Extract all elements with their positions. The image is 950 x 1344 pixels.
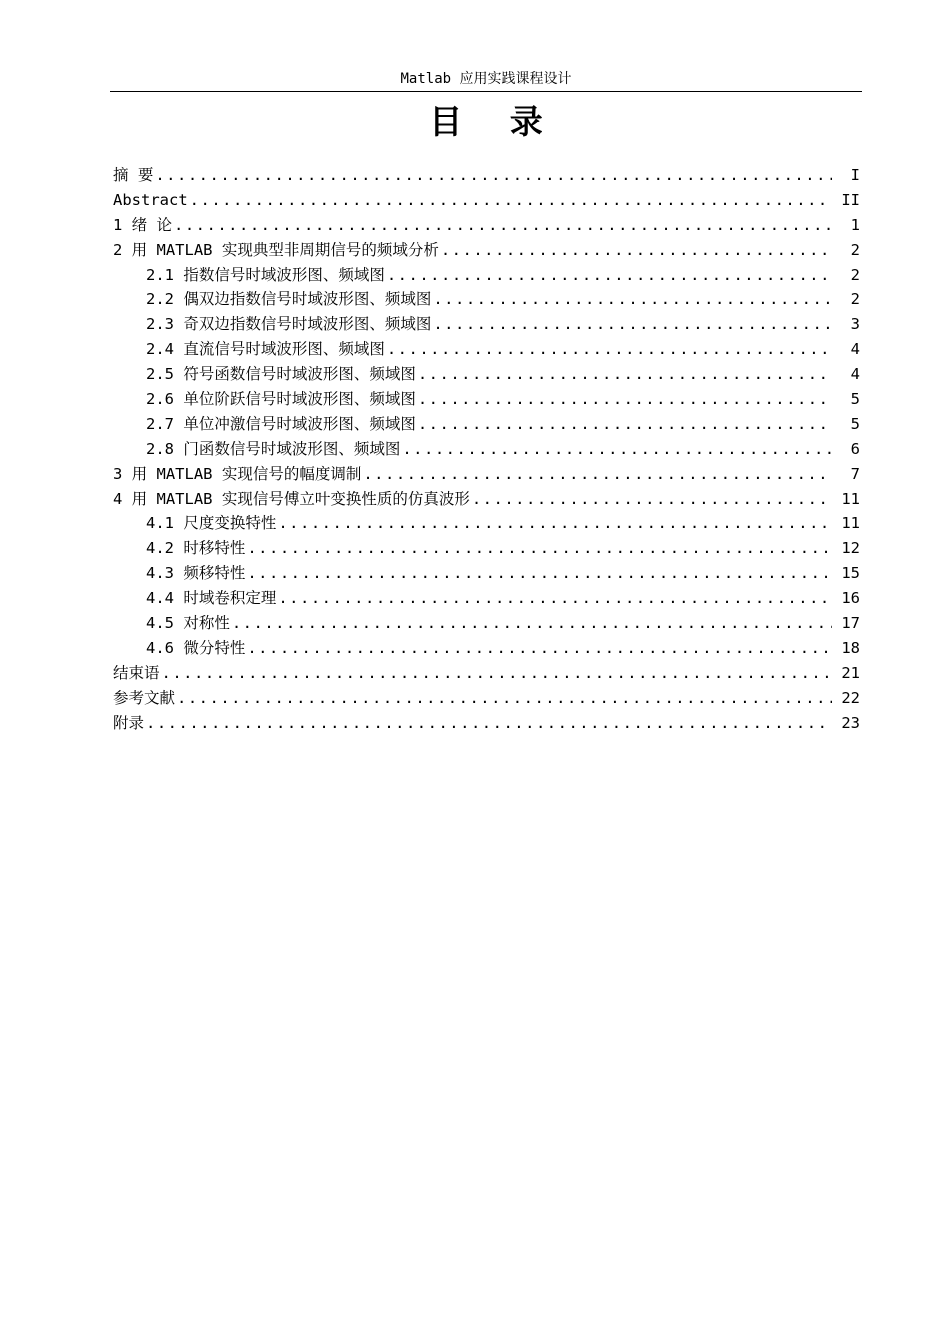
toc-dot-leader [402,437,832,462]
toc-entry[interactable] [113,487,860,512]
toc-dot-leader [363,462,832,487]
toc-entry-label: 2.5 符号函数信号时域波形图、频域图 [146,365,416,384]
toc-entry-page-number: 23 [841,713,860,732]
toc-entry[interactable] [113,462,860,487]
toc-entry[interactable] [113,287,860,312]
toc-entry[interactable] [113,437,860,462]
header-rule [110,91,862,92]
toc-dot-leader [387,263,832,288]
toc-entry[interactable] [113,661,860,686]
toc-entry-label: 4 用 MATLAB 实现信号傅立叶变换性质的仿真波形 [113,489,470,508]
toc-entry-label: 2.6 单位阶跃信号时域波形图、频域图 [146,390,416,409]
toc-dot-leader [418,387,832,412]
toc-dot-leader [155,163,832,188]
toc-entry-page-number: 1 [850,215,860,234]
toc-entry-label: 4.2 时移特性 [146,539,246,558]
toc-entry[interactable] [113,263,860,288]
toc-entry-page-number: 11 [841,514,860,533]
toc-entry-label: 2 用 MATLAB 实现典型非周期信号的频域分析 [113,240,439,259]
toc-entry-label: 附录 [113,713,145,732]
toc-dot-leader [433,312,832,337]
toc-entry-label: 2.2 偶双边指数信号时域波形图、频域图 [146,290,432,309]
toc-entry-page-number: 2 [850,240,860,259]
toc-entry-page-number: 6 [850,439,860,458]
toc-entry[interactable] [113,636,860,661]
toc-entry[interactable] [113,312,860,337]
toc-entry-page-number: 5 [850,414,860,433]
toc-entry-page-number: 16 [841,589,860,608]
toc-entry-page-number: 5 [850,390,860,409]
toc-entry-label: 摘 要 [113,166,154,184]
toc-entry-page-number: 11 [841,489,860,508]
toc-entry-label: 2.4 直流信号时域波形图、频域图 [146,340,385,359]
toc-entry-page-number: II [841,190,860,209]
toc-entry-label: 结束语 [113,663,160,682]
toc-entry-page-number: 4 [850,340,860,359]
toc-entry-label: 4.6 微分特性 [146,638,246,657]
running-header: Matlab 应用实践课程设计 [400,71,572,87]
toc-dot-leader [278,586,832,611]
toc-dot-leader [247,636,832,661]
toc-dot-leader [441,238,832,263]
toc-entry[interactable] [113,387,860,412]
toc-dot-leader [247,536,832,561]
toc-entry-page-number: 2 [850,265,860,284]
toc-entry[interactable] [113,611,860,636]
toc-dot-leader [418,412,832,437]
toc-dot-leader [472,487,832,512]
toc-entry-page-number: 12 [841,539,860,558]
toc-entry-label: 4.4 时域卷积定理 [146,589,277,608]
toc-entry-label: 4.5 对称性 [146,614,230,633]
toc-entry[interactable] [113,188,860,213]
toc-dot-leader [433,287,832,312]
toc-entry-label: 4.1 尺度变换特性 [146,514,277,533]
toc-entry-page-number: 18 [841,638,860,657]
toc-entry[interactable] [113,412,860,437]
toc-dot-leader [146,711,832,736]
toc-entry[interactable] [113,711,860,736]
toc-entry[interactable] [113,238,860,263]
toc-entry[interactable] [113,561,860,586]
toc-dot-leader [387,337,832,362]
toc-entry-page-number: 4 [850,365,860,384]
page-title: 目 录 [429,102,561,141]
toc-entry[interactable] [113,536,860,561]
toc-dot-leader [177,686,832,711]
toc-entry-label: 3 用 MATLAB 实现信号的幅度调制 [113,464,362,483]
toc-entry[interactable] [113,163,860,188]
toc-entry-label: 2.8 门函数信号时域波形图、频域图 [146,439,401,458]
toc-entry-page-number: 22 [841,688,860,707]
table-of-contents [113,163,860,735]
toc-entry[interactable] [113,686,860,711]
toc-entry-page-number: 7 [850,464,860,483]
toc-dot-leader [190,188,832,213]
toc-entry-label: Abstract [113,190,188,209]
toc-entry-page-number: 3 [850,315,860,334]
toc-dot-leader [232,611,832,636]
toc-dot-leader [162,661,832,686]
toc-dot-leader [278,511,832,536]
toc-dot-leader [247,561,832,586]
toc-entry-label: 2.7 单位冲激信号时域波形图、频域图 [146,414,416,433]
toc-entry-page-number: 2 [850,290,860,309]
toc-dot-leader [418,362,832,387]
toc-entry[interactable] [113,362,860,387]
toc-entry-label: 参考文献 [113,688,176,707]
toc-entry[interactable] [113,586,860,611]
toc-entry-label: 1 绪 论 [113,215,172,234]
toc-entry[interactable] [113,213,860,238]
toc-entry-page-number: 17 [841,614,860,633]
toc-entry-label: 2.3 奇双边指数信号时域波形图、频域图 [146,315,432,334]
toc-entry[interactable] [113,337,860,362]
toc-entry-label: 4.3 频移特性 [146,564,246,583]
toc-entry-page-number: I [850,166,860,184]
toc-dot-leader [174,213,832,238]
toc-entry[interactable] [113,511,860,536]
toc-entry-page-number: 21 [841,663,860,682]
toc-entry-label: 2.1 指数信号时域波形图、频域图 [146,265,385,284]
toc-entry-page-number: 15 [841,564,860,583]
